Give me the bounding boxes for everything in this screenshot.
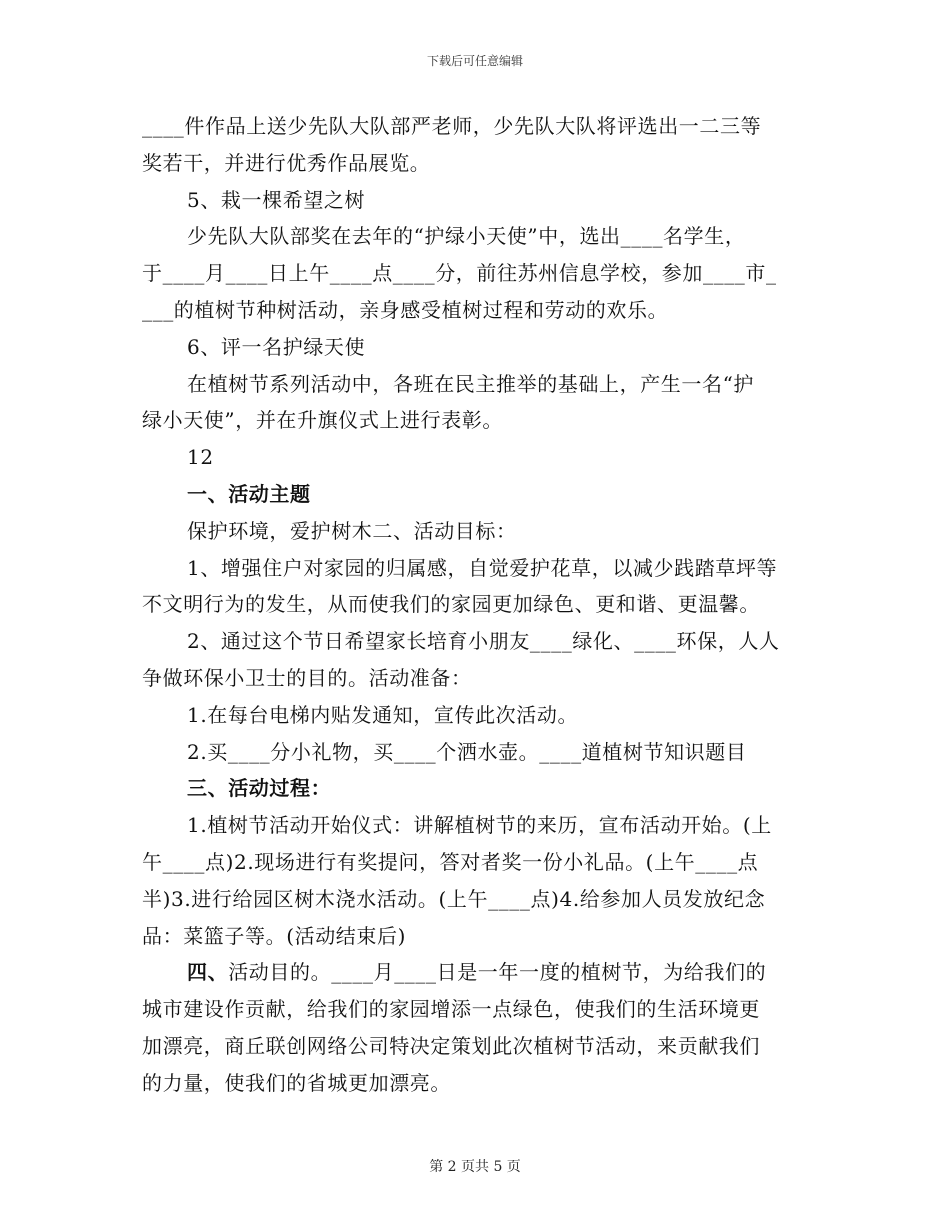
- text-line: 品：菜篮子等。(活动结束后): [142, 923, 407, 948]
- text-line: 1.在每台电梯内贴发通知，宣传此次活动。: [187, 702, 579, 727]
- text-line: 1、增强住户对家园的归属感，自觉爱护花草，以减少践踏草坪等: [187, 555, 778, 580]
- text-line: 2.买____分小礼物，买____个洒水壶。____道植树节知识题目: [187, 739, 747, 764]
- text-line: 一、活动主题: [187, 481, 311, 506]
- text-line: 城市建设作贡献，给我们的家园增添一点绿色，使我们的生活环境更: [142, 997, 760, 1022]
- text-line: 午____点)2.现场进行有奖提问，答对者奖一份小礼品。(上午____点: [142, 849, 759, 874]
- text-line: 于____月____日上午____点____分，前往苏州信息学校，参加____市_: [142, 261, 777, 286]
- text-line: 不文明行为的发生，从而使我们的家园更加绿色、更和谐、更温馨。: [142, 592, 760, 617]
- section-heading-prefix: 四、: [187, 960, 229, 985]
- text-line: 保护环境，爱护树木二、活动目标：: [187, 518, 517, 543]
- text-line: 四、活动目的。____月____日是一年一度的植树节，为给我们的: [187, 960, 767, 985]
- text-line: 5、栽一棵希望之树: [187, 187, 366, 212]
- text-line: 1.植树节活动开始仪式：讲解植树节的来历，宣布活动开始。(上: [187, 813, 772, 838]
- text-line: 少先队大队部奖在去年的“护绿小天使”中，选出____名学生，: [187, 224, 746, 249]
- page-footer: 第 2 页共 5 页: [429, 1159, 521, 1175]
- text-line: 6、评一名护绿天使: [187, 334, 366, 359]
- text-line: 的力量，使我们的省城更加漂亮。: [142, 1070, 451, 1095]
- page-header: 下载后可任意编辑: [426, 54, 523, 68]
- text-line: 2、通过这个节日希望家长培育小朋友____绿化、____环保，人人: [187, 629, 780, 654]
- text-line: 绿小天使”，并在升旗仪式上进行表彰。: [142, 408, 504, 433]
- text-line: 奖若干，并进行优秀作品展览。: [142, 150, 431, 175]
- text-line: 12: [187, 445, 214, 470]
- text-line: ___的植树节种树活动，亲身感受植树过程和劳动的欢乐。: [142, 297, 669, 322]
- text-line: 半)3.进行给园区树木浇水活动。(上午____点)4.给参加人员发放纪念: [142, 886, 766, 911]
- text-line: 三、活动过程：: [187, 776, 332, 801]
- text-line: 在植树节系列活动中，各班在民主推举的基础上，产生一名“护: [187, 371, 755, 396]
- text-line: 争做环保小卫士的目的。活动准备：: [142, 665, 472, 690]
- text-line: 加漂亮，商丘联创网络公司特决定策划此次植树节活动，来贡献我们: [142, 1033, 760, 1058]
- text-line: ____件作品上送少先队大队部严老师，少先队大队将评选出一二三等: [142, 114, 762, 138]
- document-body: [142, 108, 808, 1102]
